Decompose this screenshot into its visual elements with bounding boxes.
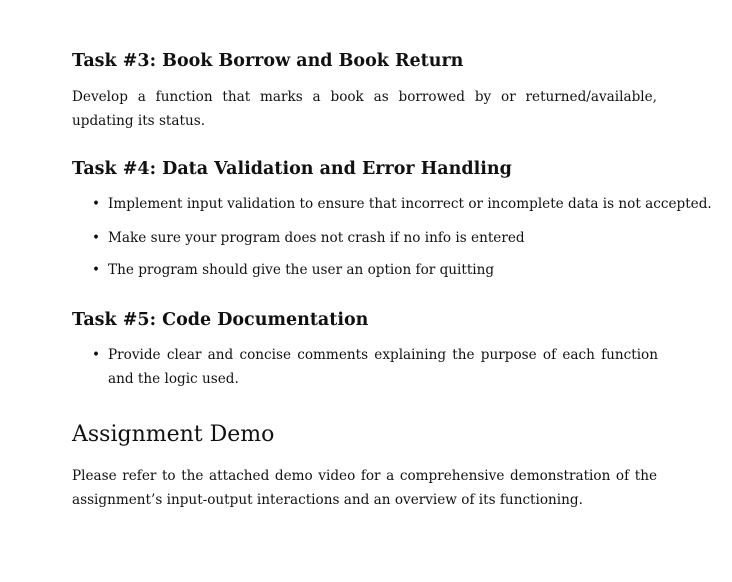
task3-paragraph: Develop a function that marks a book as borrowed by or returned/available, updating its status. — [72, 89, 657, 129]
task5-bullet-1-text: Provide clear and concise comments explaining the purpose of each function and the logic used. — [108, 347, 658, 387]
task4-bullet-2-text: Make sure your program does not crash if no info is entered — [108, 230, 525, 246]
task5-heading: Task #5: Code Documentation — [72, 310, 369, 330]
task4-heading: Task #4: Data Validation and Error Handling — [72, 159, 512, 179]
task4-bullet-3-text: The program should give the user an option for quitting — [108, 262, 495, 278]
demo-heading: Assignment Demo — [72, 422, 275, 447]
task3-heading: Task #3: Book Borrow and Book Return — [72, 51, 464, 71]
demo-paragraph: Please refer to the attached demo video for a comprehensive demonstration of the assignment’s input-output interactions and an overview of its functioning. — [72, 468, 657, 508]
bullet-marker: • — [92, 262, 101, 278]
bullet-marker: • — [92, 230, 101, 246]
bullet-marker: • — [92, 196, 101, 212]
task4-bullet-1-text: Implement input validation to ensure that incorrect or incomplete data is not accepted. — [108, 196, 712, 212]
bullet-marker: • — [92, 347, 101, 363]
